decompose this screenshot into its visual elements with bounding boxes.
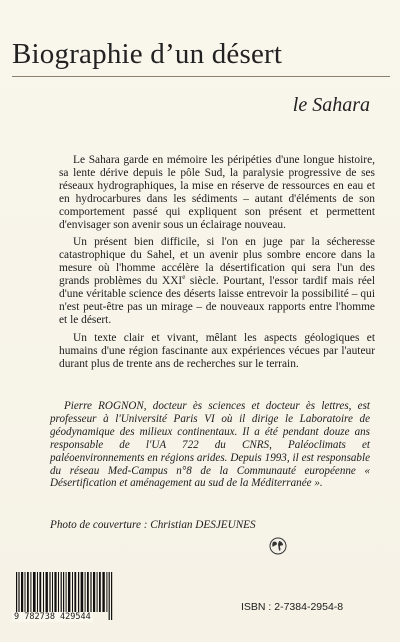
isbn: ISBN : 2-7384-2954-8	[241, 601, 344, 613]
blurb-text	[59, 154, 375, 376]
barcode	[12, 570, 122, 632]
blurb-p2-text-after: siècle. Pourtant, l'essor tardif mais réel d'une véritable science des déserts laisse entrevoir la possibilité – qui n'est peut-être pas un mirage – de nouveaux rapports entre l'homme et le désert.	[59, 275, 375, 326]
book-subtitle: le Sahara	[292, 94, 370, 116]
blurb-paragraph-2	[59, 236, 375, 326]
blurb-paragraph-3: Un texte clair et vivant, mêlant les aspects géologiques et humains d'une région fascinante aux expériences vécues par l'auteur durant plus de trente ans de recherches sur le terrain.	[59, 331, 375, 370]
author-bio-text: Pierre ROGNON, docteur ès sciences et docteur ès lettres, est professeur à l'Université Paris VI où il dirige le Laboratoire de géodynamique des milieux continentaux. Il a été pendant douze ans responsable de l'UA 722 du CNRS, Paléoclimats et paléoenvironnements en régions arides. Depuis 1993, il est responsable du réseau Med-Campus n°8 de la Communauté européenne « Désertification et aménagement au sud de la Méditerranée ».	[50, 400, 370, 490]
author-bio	[50, 400, 370, 490]
photo-credit: Photo de couverture : Christian DESJEUNES	[50, 519, 256, 531]
blurb-p2-text-before: Un présent bien difficile, si l'on en juge par la sécheresse catastrophique du Sahel, et un avenir plus sombre encore dans la mesure où l'homme accélère la désertification qui sera l'un des grands problèmes du XXI	[59, 236, 375, 288]
blurb-paragraph-1: Le Sahara garde en mémoire les péripéties d'une longue histoire, sa lente dérive depuis le pôle Sud, la paralysie progressive de ses réseaux hydrographiques, la mise en réserve de ressources en eau et en hydrocarbures dans les sédiments – autant d'éléments de son comportement passé qui expliquent son présent et permettent d'envisager son avenir sous un éclairage nouveau.	[59, 154, 375, 231]
title-rule	[12, 76, 390, 77]
globe-icon	[269, 537, 287, 555]
century-superscript: e	[182, 273, 186, 282]
book-title: Biographie d’un désert	[12, 38, 283, 70]
barcode-number: 9 782738 429544	[14, 612, 91, 622]
